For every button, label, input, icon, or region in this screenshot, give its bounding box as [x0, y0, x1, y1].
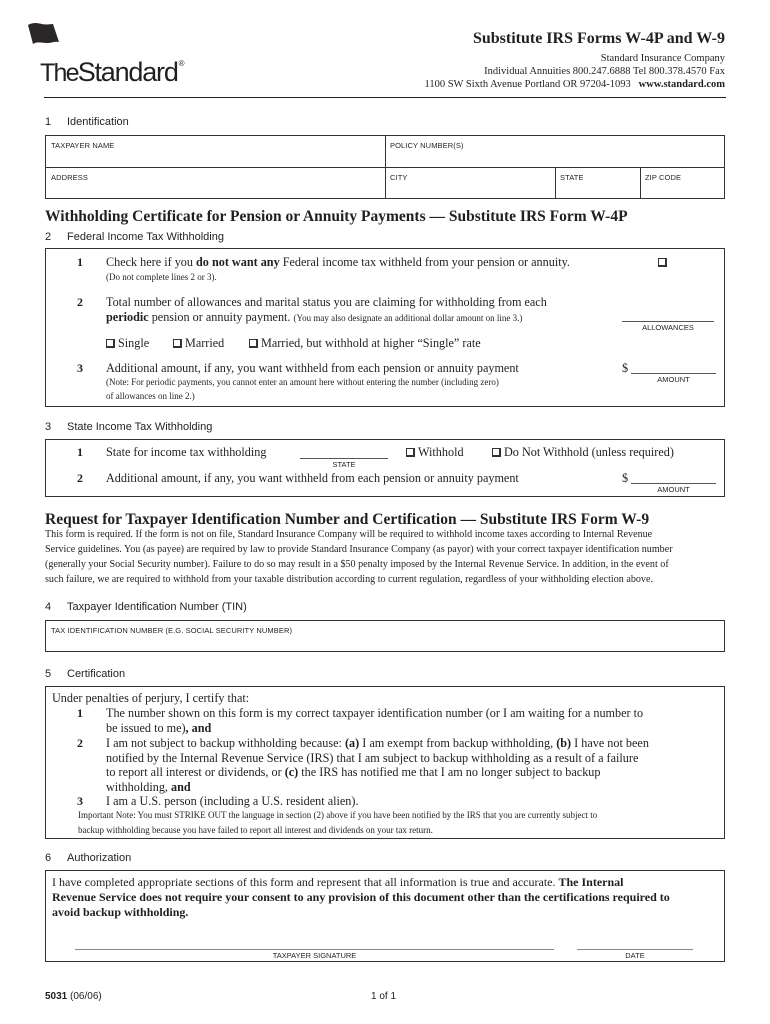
section-3-heading: 3 State Income Tax Withholding — [45, 421, 213, 433]
state-do-not-withhold-option[interactable]: Do Not Withhold (unless required) — [492, 445, 674, 460]
w9-form-title: Request for Taxpayer Identification Number and Certification — Substitute IRS Form W-9 — [45, 511, 650, 528]
state-input[interactable] — [300, 458, 388, 459]
w9-instructions: This form is required. If the form is not on file, Standard Insurance Company will be required to withhold income taxes according to Internal Revenue Service guidelines. You (as payee) are required by law to provide Standard Insurance Company (as payor) with your correct taxpayer identification number (generally your Social Security number). Failure to do so may result in a $50 penalty imposed by the Internal Revenue Service. In addition, in the event of such failure, we are required to withhold from your taxable distribution according to current regulation, regardless of your withholding election above. — [45, 529, 673, 585]
checkbox-icon[interactable] — [173, 339, 182, 348]
section-5-heading: 5 Certification — [45, 668, 126, 680]
line-1-text: Check here if you do not want any Federal income tax withheld from your pension or annuity. — [106, 255, 570, 269]
section-1-heading: 1 Identification — [45, 116, 129, 128]
federal-withholding-box: 1 Check here if you do not want any Federal income tax withheld from your pension or annuity. (Do not complete lines 2 or 3). 2 Total number of allowances and marital status you are claiming for withholding from each periodic pension or annuity payment. (You may also designate an additional dollar amount on line 3.) ALLOWANCES Single Married Married, but withhold at higher “Single” rate 3 Additional amount, if any, you want withheld from each pension or annuity payment $ AMOUNT (Note: For periodic payments, you cannot enter an amount here without entering the number (including zero) of allowances on line 2.) — [45, 248, 725, 407]
state-additional-amount-input[interactable] — [631, 483, 716, 484]
zip-code-field[interactable]: ZIP CODE — [645, 173, 682, 182]
identification-box — [45, 135, 725, 199]
company-logo: TheStandard® — [40, 57, 184, 87]
section-2-heading: 2 Federal Income Tax Withholding — [45, 231, 224, 243]
signature-line[interactable] — [75, 949, 554, 950]
marital-status-single[interactable]: Single — [106, 336, 149, 351]
federal-additional-amount-input[interactable] — [631, 373, 716, 374]
w4p-form-title: Withholding Certificate for Pension or Annuity Payments — Substitute IRS Form W-4P — [45, 208, 628, 225]
contact-info: Individual Annuities 800.247.6888 Tel 800.378.4570 Fax — [484, 66, 725, 77]
tin-field[interactable]: TAX IDENTIFICATION NUMBER (E.G. SOCIAL SECURITY NUMBER) — [45, 620, 725, 652]
marital-status-married-higher-single[interactable]: Married, but withhold at higher “Single” rate — [249, 336, 481, 351]
certification-box: Under penalties of perjury, I certify that: 1 The number shown on this form is my correct taxpayer identification number (or I am waiting for a number to be issued to me), and 2 I am not subject to backup withholding because: (a) I am exempt from backup withholding, (b) I have not been notified by the Internal Revenue Service (IRS) that I am subject to backup withholding as a result of a failure to report all interest or dividends, or (c) the IRS has notified me that I am no longer subject to backup withholding, and 3 I am a U.S. person (including a U.S. resident alien). Important Note: You must STRIKE OUT the language in section (2) above if you have been notified by the IRS that you are currently subject to backup withholding because you have failed to report all interest and dividends on your tax return. — [45, 686, 725, 839]
strike-out-note: Important Note: You must STRIKE OUT the language in section (2) above if you have been notified by the IRS that you are currently subject to backup withholding because you have failed to report all interest and dividends on your tax return. — [78, 810, 598, 835]
authorization-box: I have completed appropriate sections of this form and represent that all information is true and accurate. The Internal Revenue Service does not require your consent to any provision of this document other than the certifications required to avoid backup withholding. TAXPAYER SIGNATURE DATE — [45, 870, 725, 962]
form-number: 5031 (06/06) — [45, 991, 102, 1002]
company-name: Standard Insurance Company — [600, 53, 725, 64]
state-withholding-box: 1 State for income tax withholding STATE Withhold Do Not Withhold (unless required) 2 Additional amount, if any, you want withheld from each pension or annuity payment $ AMOUNT — [45, 439, 725, 497]
checkbox-icon[interactable] — [249, 339, 258, 348]
marital-status-married[interactable]: Married — [173, 336, 224, 351]
checkbox-icon[interactable] — [406, 448, 415, 457]
website-link[interactable]: www.standard.com — [638, 79, 725, 90]
city-field[interactable]: CITY — [390, 173, 408, 182]
state-withhold-option[interactable]: Withhold — [406, 445, 464, 460]
no-federal-withholding-checkbox[interactable] — [658, 258, 667, 267]
header-divider — [44, 97, 726, 98]
page-title: Substitute IRS Forms W-4P and W-9 — [472, 30, 725, 47]
address-line: 1100 SW Sixth Avenue Portland OR 97204-1093 www.standard.com — [424, 79, 725, 90]
checkbox-icon[interactable] — [492, 448, 501, 457]
allowances-input[interactable] — [622, 321, 714, 322]
policy-numbers-field[interactable]: POLICY NUMBER(S) — [390, 141, 464, 150]
taxpayer-name-field[interactable]: TAXPAYER NAME — [51, 141, 115, 150]
page-indicator: 1 of 1 — [371, 991, 397, 1002]
address-field[interactable]: ADDRESS — [51, 173, 88, 182]
section-6-heading: 6 Authorization — [45, 852, 132, 864]
authorization-statement: I have completed appropriate sections of this form and represent that all information is true and accurate. The Internal Revenue Service does not require your consent to any provision of this document other than the certifications required to avoid backup withholding. — [52, 875, 670, 919]
checkbox-icon[interactable] — [106, 339, 115, 348]
date-line[interactable] — [577, 949, 693, 950]
state-field[interactable]: STATE — [560, 173, 584, 182]
section-4-heading: 4 Taxpayer Identification Number (TIN) — [45, 601, 247, 613]
flag-logo-icon — [27, 22, 63, 48]
